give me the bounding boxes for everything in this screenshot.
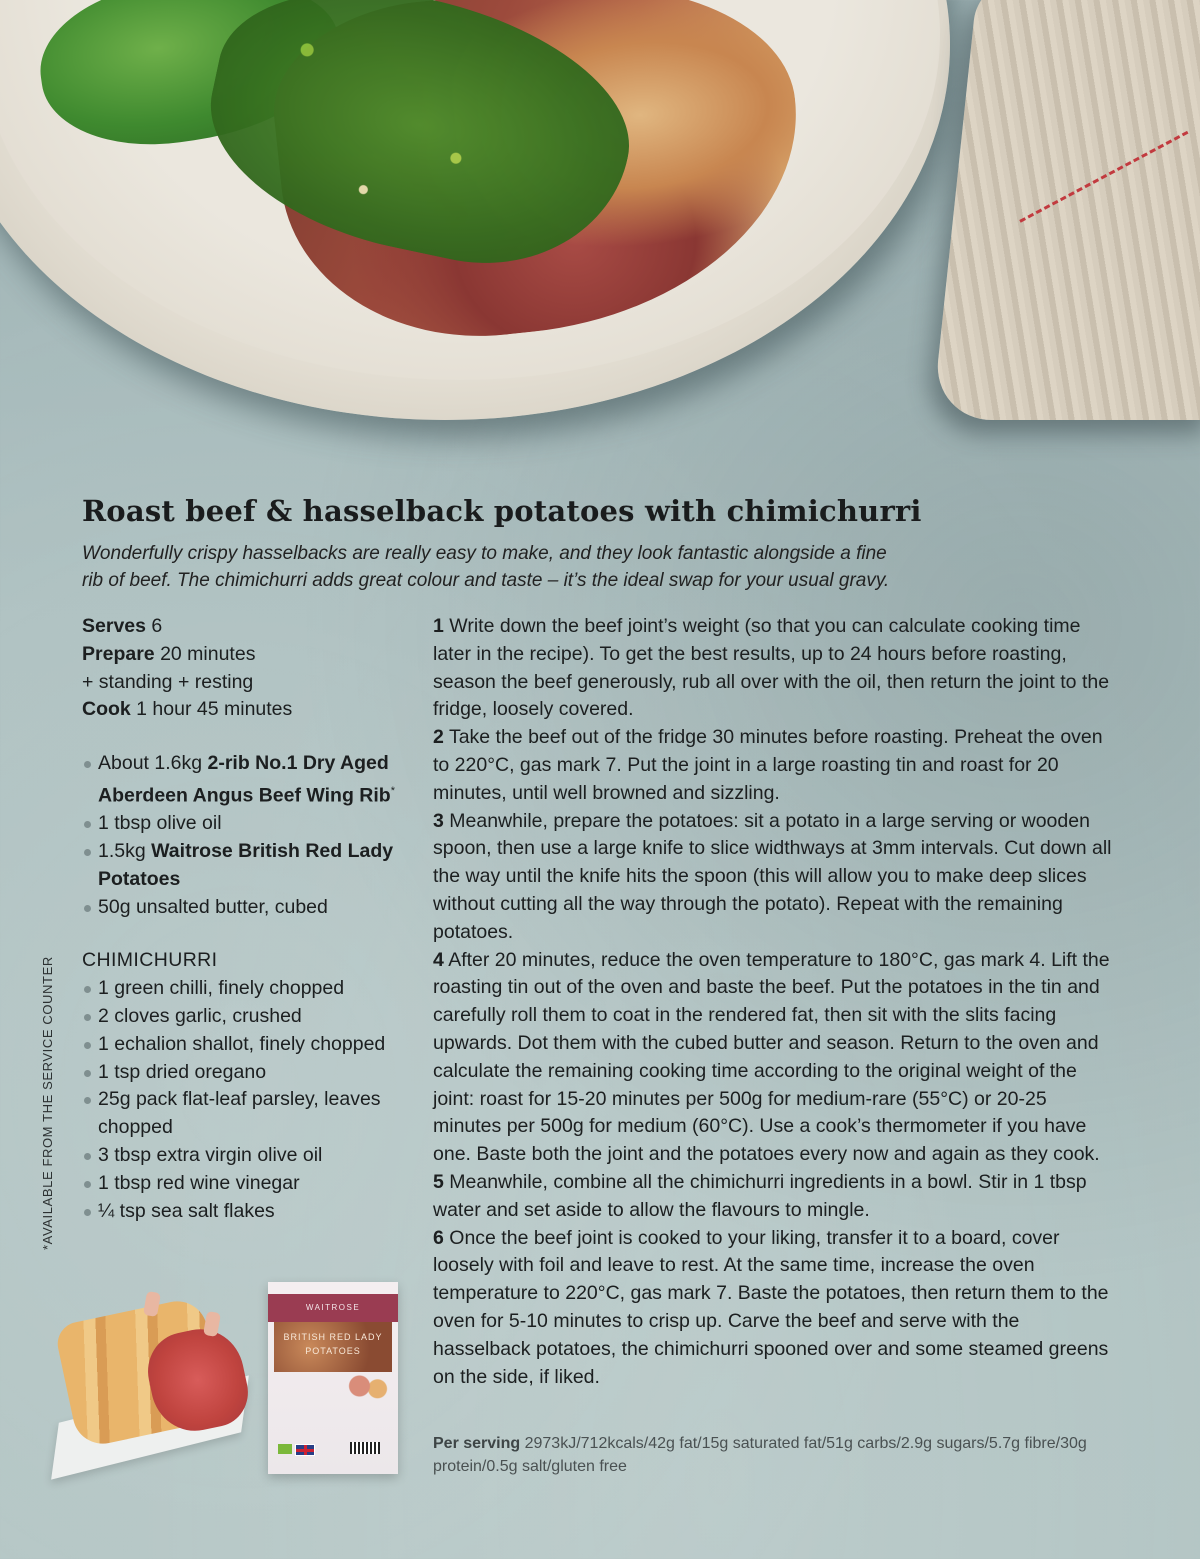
recipe-intro — [82, 540, 982, 594]
nutrition-values: 2973kJ/712kcals/42g fat/15g saturated fat/51g carbs/2.9g sugars/5.7g fibre/30g protein/0.5g salt/gluten free — [433, 1435, 1087, 1475]
cook-line — [82, 696, 412, 724]
step-text: Once the beef joint is cooked to your liking, transfer it to a board, cover loosely with foil and leave to rest. At the same time, increase the oven temperature to 220°C, gas mark 7. Baste the potatoes, then return them to the oven for 5-10 minutes to crisp up. Carve the beef and serve with the hasselback potatoes, the chimichurri spooned over and some steamed greens on the side, if liked. — [433, 1226, 1109, 1388]
ingredient-item: About 1.6kg 2-rib No.1 Dry Aged Aberdeen Angus Beef Wing Rib* — [82, 750, 412, 810]
ingredient-item: 1.5kg Waitrose British Red Lady Potatoes — [82, 838, 412, 894]
ingredient-item: 50g unsalted butter, cubed — [82, 894, 412, 922]
chimichurri-heading: CHIMICHURRI — [82, 949, 218, 972]
method-column — [433, 613, 1113, 1391]
asterisk-footnote: * — [390, 784, 395, 797]
ingredients-column — [82, 613, 412, 1225]
ingredient-item: 25g pack flat-leaf parsley, leaves chopped — [82, 1086, 412, 1142]
ingredient-item: 3 tbsp extra virgin olive oil — [82, 1142, 412, 1170]
prepare-value: 20 minutes — [160, 642, 256, 665]
step-text: Meanwhile, combine all the chimichurri ingredients in a bowl. Stir in 1 tbsp water and set aside to allow the flavours to mingle. — [433, 1170, 1087, 1221]
step-text: Write down the beef joint’s weight (so that you can calculate cooking time later in the recipe). To get the best results, up to 24 hours before roasting, season the beef generously, rub all over with the oil, then return the joint to the fridge, loosely covered. — [433, 615, 1110, 721]
prepare-label: Prepare — [82, 642, 155, 665]
serves-value: 6 — [151, 615, 163, 637]
serves-line — [82, 613, 412, 641]
barcode-icon — [350, 1442, 380, 1454]
ingredient-item: 1 tbsp red wine vinegar — [82, 1170, 412, 1198]
step-number: 6 — [433, 1226, 444, 1249]
service-counter-footnote: *AVAILABLE FROM THE SERVICE COUNTER — [40, 956, 55, 1250]
bag-brand: WAITROSE — [268, 1294, 398, 1322]
step-number: 4 — [433, 948, 444, 971]
method-step — [433, 947, 1113, 1169]
chimichurri-ingredients-list — [82, 975, 412, 1225]
bag-window-label: BRITISH RED LADY POTATOES — [274, 1322, 392, 1372]
step-text: Take the beef out of the fridge 30 minutes before roasting. Preheat the oven to 220°C, gas mark 7. Put the joint in a large roasting tin and roast for 20 minutes, until well browned and sizzling. — [433, 726, 1103, 804]
hero-food-photo — [0, 0, 1200, 460]
cook-value: 1 hour 45 minutes — [136, 698, 293, 721]
serves-label: Serves — [82, 615, 146, 637]
potato-bag-packshot — [268, 1282, 398, 1474]
step-number: 5 — [433, 1170, 444, 1193]
method-step — [433, 613, 1113, 724]
step-text: After 20 minutes, reduce the oven temperature to 180°C, gas mark 4. Lift the roasting tin out of the oven and baste the beef. Put the potatoes in the tin and carefully roll them to coat in the rendered fat, then sit with the slits facing upwards. Dot them with the cubed butter and season. Return to the oven and calculate the remaining cooking time according to the original weight of the joint: roast for 15-20 minutes per 500g for medium-rare (55°C) or 20-25 minutes per 500g for medium (60°C). Use a cook’s thermometer if you have one. Baste both the joint and the potatoes every now and again as they cook. — [433, 948, 1110, 1166]
method-step — [433, 1225, 1113, 1392]
ingredient-item: 1 green chilli, finely chopped — [82, 975, 412, 1003]
prepare-extra: + standing + resting — [82, 670, 254, 693]
ingredient-item: 1 tsp dried oregano — [82, 1059, 412, 1087]
union-flag-icon — [295, 1444, 315, 1456]
intro-line-1: Wonderfully crispy hasselbacks are really easy to make, and they look fantastic alongside a fine — [82, 543, 887, 564]
potatoes-graphic — [346, 1372, 391, 1400]
method-step — [433, 724, 1113, 807]
nutrition-label: Per serving — [433, 1435, 521, 1452]
step-number: 1 — [433, 615, 444, 637]
beef-rib-joint-packshot — [55, 1290, 245, 1460]
step-number: 2 — [433, 726, 444, 749]
ingredient-product-name: 2-rib No.1 Dry Aged Aberdeen Angus Beef Wing Rib — [98, 752, 391, 807]
ingredient-item: 1 tbsp olive oil — [82, 810, 412, 838]
step-text: Meanwhile, prepare the potatoes: sit a potato in a large serving or wooden spoon, then use a large knife to slice widthways at 3mm intervals. Cut down all the way until the knife hits the spoon (this will allow you to make deep slices without cutting all the way through the potato). Repeat with the remaining potatoes. — [433, 809, 1112, 943]
main-ingredients-list — [82, 750, 412, 921]
prepare-line — [82, 641, 412, 669]
cook-label: Cook — [82, 698, 131, 721]
ingredient-product-name: Waitrose British Red Lady Potatoes — [98, 840, 394, 890]
recipe-title: Roast beef & hasselback potatoes with chimichurri — [82, 494, 922, 528]
intro-line-2: rib of beef. The chimichurri adds great colour and taste – it’s the ideal swap for your usual gravy. — [82, 570, 890, 591]
ingredient-item: 2 cloves garlic, crushed — [82, 1003, 412, 1031]
step-number: 3 — [433, 809, 444, 832]
method-step — [433, 808, 1113, 947]
ingredient-item: ¼ tsp sea salt flakes — [82, 1198, 412, 1226]
nutrition-info — [433, 1432, 1113, 1478]
ingredient-item: 1 echalion shallot, finely chopped — [82, 1031, 412, 1059]
method-step — [433, 1169, 1113, 1225]
recycle-logo-icon — [278, 1444, 292, 1454]
